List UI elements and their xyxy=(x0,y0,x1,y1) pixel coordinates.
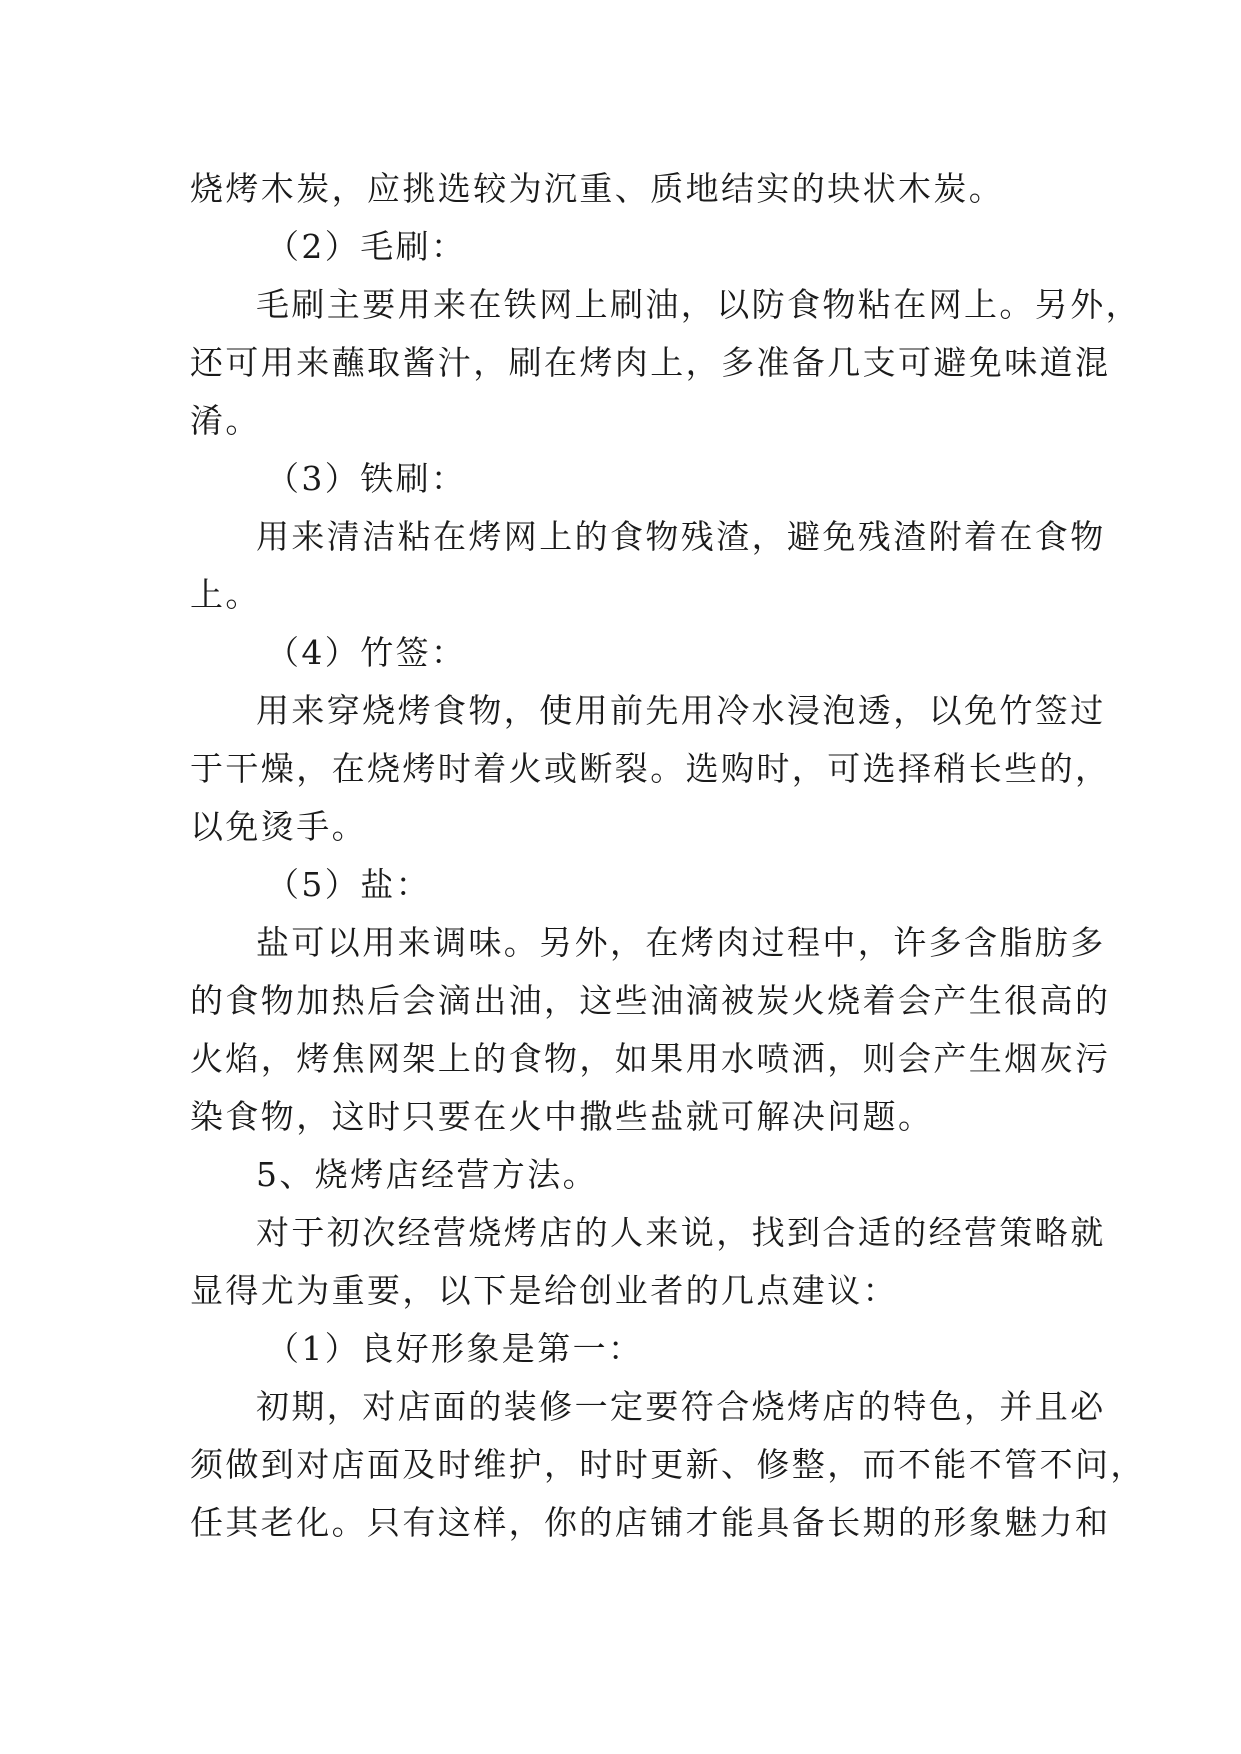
text-line: 须做到对店面及时维护，时时更新、修整，而不能不管不问， xyxy=(190,1445,1146,1484)
text-line: 火焰，烤焦网架上的食物，如果用水喷洒，则会产生烟灰污 xyxy=(190,1039,1111,1078)
text-line: 烧烤木炭，应挑选较为沉重、质地结实的块状木炭。 xyxy=(190,169,1005,208)
text-line: 淆。 xyxy=(190,401,261,440)
text-line: 初期，对店面的装修一定要符合烧烤店的特色，并且必 xyxy=(256,1387,1106,1426)
text-line: 用来清洁粘在烤网上的食物残渣，避免残渣附着在食物 xyxy=(256,517,1106,556)
section-heading-wire-brush: （3）铁刷： xyxy=(266,459,467,498)
text-line: 的食物加热后会滴出油，这些油滴被炭火烧着会产生很高的 xyxy=(190,981,1111,1020)
text-line: 于干燥，在烧烤时着火或断裂。选购时，可选择稍长些的， xyxy=(190,749,1111,788)
section-heading-business-methods: 5、烧烤店经营方法。 xyxy=(256,1155,598,1194)
text-line: 用来穿烧烤食物，使用前先用冷水浸泡透，以免竹签过 xyxy=(256,691,1106,730)
document-body xyxy=(190,160,1146,1552)
text-line: 显得尤为重要，以下是给创业者的几点建议： xyxy=(190,1271,898,1310)
section-heading-good-image: （1）良好形象是第一： xyxy=(266,1329,644,1368)
section-heading-salt: （5）盐： xyxy=(266,865,431,904)
text-line: 还可用来蘸取酱汁，刷在烤肉上，多准备几支可避免味道混 xyxy=(190,343,1111,382)
text-line: 毛刷主要用来在铁网上刷油，以防食物粘在网上。另外， xyxy=(256,285,1141,324)
section-heading-brush: （2）毛刷： xyxy=(266,227,467,266)
text-line: 上。 xyxy=(190,575,261,614)
text-line: 任其老化。只有这样，你的店铺才能具备长期的形象魅力和 xyxy=(190,1503,1111,1542)
text-line: 以免烫手。 xyxy=(190,807,367,846)
text-line: 染食物，这时只要在火中撒些盐就可解决问题。 xyxy=(190,1097,934,1136)
section-heading-skewers: （4）竹签： xyxy=(266,633,467,672)
text-line: 对于初次经营烧烤店的人来说，找到合适的经营策略就 xyxy=(256,1213,1106,1252)
text-line: 盐可以用来调味。另外，在烤肉过程中，许多含脂肪多 xyxy=(256,923,1106,962)
